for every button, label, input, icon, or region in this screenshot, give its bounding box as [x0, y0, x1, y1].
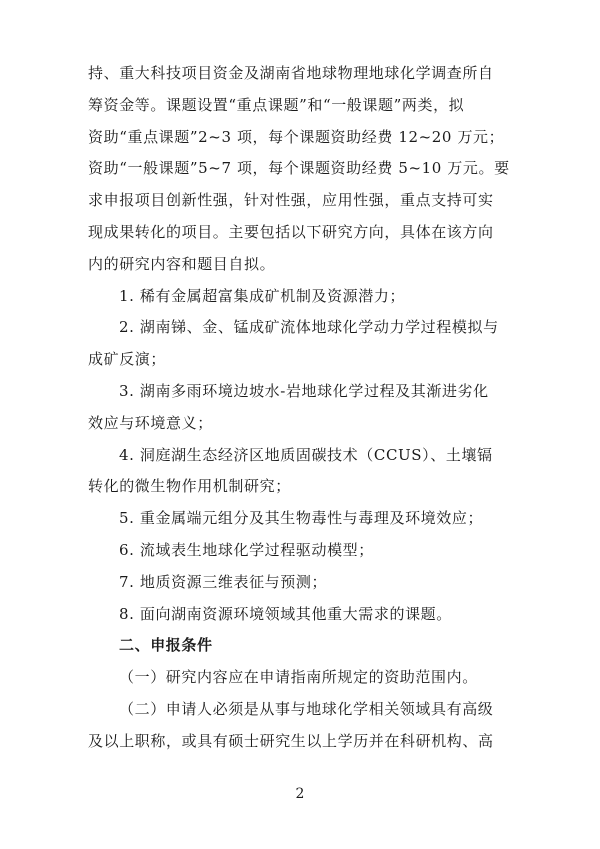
body-line: 求申报项目创新性强，针对性强，应用性强，重点支持可实 [88, 191, 494, 210]
condition-item-continuation: 及以上职称，或具有硕士研究生以上学历并在科研机构、高 [88, 731, 494, 750]
page-number: 2 [295, 786, 305, 802]
research-item: 6. 流域表生地球化学过程驱动模型； [119, 540, 374, 559]
research-item-continuation: 成矿反演； [88, 350, 167, 369]
research-item-continuation: 效应与环境意义； [88, 413, 213, 432]
condition-item: （一）研究内容应在申请指南所规定的资助范围内。 [119, 668, 478, 687]
body-line: 内的研究内容和题目自拟。 [88, 254, 276, 273]
body-line: 资助“重点课题”2~3 项，每个课题资助经费 12~20 万元； [88, 127, 505, 146]
research-item: 2. 湖南锑、金、锰成矿流体地球化学动力学过程模拟与 [119, 318, 499, 337]
research-item: 4. 洞庭湖生态经济区地质固碳技术（CCUS）、土壤镉 [119, 445, 493, 464]
document-body [88, 58, 520, 758]
section-heading: 二、申报条件 [119, 636, 213, 655]
body-line: 筹资金等。课题设置“重点课题”和“一般课题”两类，拟 [88, 95, 465, 114]
condition-item: （二）申请人必须是从事与地球化学相关领域具有高级 [119, 699, 494, 718]
research-item: 5. 重金属端元组分及其生物毒性与毒理及环境效应； [119, 509, 484, 528]
research-item: 8. 面向湖南资源环境领域其他重大需求的课题。 [119, 604, 452, 623]
body-line: 资助“一般课题”5~7 项，每个课题资助经费 5~10 万元。要 [88, 159, 510, 178]
research-item: 7. 地质资源三维表征与预测； [119, 572, 328, 591]
research-item: 3. 湖南多雨环境边坡水-岩地球化学过程及其渐进劣化 [119, 381, 489, 400]
body-line: 现成果转化的项目。主要包括以下研究方向，具体在该方向 [88, 222, 494, 241]
research-item: 1. 稀有金属超富集成矿机制及资源潜力； [119, 286, 406, 305]
body-line: 持、重大科技项目资金及湖南省地球物理地球化学调查所自 [88, 64, 494, 82]
research-item-continuation: 转化的微生物作用机制研究； [88, 477, 291, 496]
